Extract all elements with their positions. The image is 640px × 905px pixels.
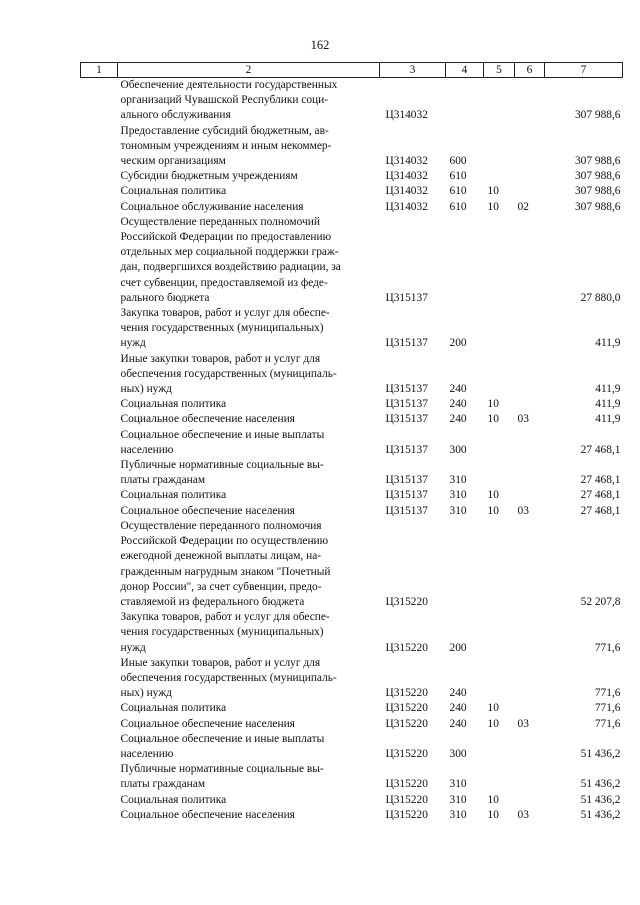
row-name-text: Закупка товаров, работ и услуг для обеспе- чения государственных (муниципальных) нужд [120, 307, 330, 350]
table-row [81, 717, 623, 732]
cell-name [118, 793, 380, 808]
cell-amount: 771,6 [594, 702, 621, 715]
table-row [81, 458, 623, 488]
page-number: 162 [310, 38, 330, 52]
cell-section [484, 656, 515, 702]
cell-target-code: Ц314032 [385, 155, 428, 168]
cell-expense-type: 240 [449, 413, 467, 426]
cell-subsection [515, 169, 545, 184]
table-row [81, 397, 623, 412]
table-row [81, 306, 623, 352]
cell-section [484, 519, 515, 610]
row-name-text: Социальное обслуживание населения [120, 200, 304, 213]
cell-section: 10 [487, 702, 499, 715]
cell-name [118, 610, 380, 656]
cell-target-code: Ц315220 [385, 808, 428, 821]
cell-subsection [515, 519, 545, 610]
cell-expense-type: 200 [449, 641, 467, 654]
table-row [81, 610, 623, 656]
cell-target-code: Ц315220 [385, 687, 428, 700]
table-header [81, 63, 623, 78]
cell-number [81, 488, 118, 503]
cell-section [484, 169, 515, 184]
cell-subsection [515, 458, 545, 488]
cell-name [118, 762, 380, 792]
cell-amount: 411,9 [595, 383, 621, 396]
header-col-7: 7 [545, 63, 623, 78]
cell-name [118, 808, 380, 823]
cell-amount: 307 988,6 [574, 170, 621, 183]
cell-name [118, 200, 380, 215]
cell-expense-type: 240 [449, 702, 467, 715]
cell-number [81, 352, 118, 398]
cell-expense-type: 300 [449, 747, 467, 760]
table-row [81, 169, 623, 184]
row-name-text: Иные закупки товаров, работ и услуг для обеспечения государственных (муниципаль- ных) нужд [120, 656, 337, 700]
table-row [81, 656, 623, 702]
cell-number [81, 504, 118, 519]
row-name-text: Социальное обеспечение населения [120, 717, 295, 730]
table-row [81, 200, 623, 215]
cell-subsection: 02 [517, 200, 529, 213]
cell-name [118, 428, 380, 458]
cell-expense-type: 310 [449, 808, 467, 821]
cell-subsection [515, 428, 545, 458]
row-name-text: Публичные нормативные социальные вы- платы гражданам [120, 763, 324, 791]
cell-name [118, 78, 380, 124]
cell-number [81, 184, 118, 199]
cell-amount: 27 468,1 [580, 504, 621, 517]
cell-name [118, 488, 380, 503]
row-name-text: Субсидии бюджетным учреждениям [120, 170, 298, 183]
cell-expense-type: 600 [449, 155, 467, 168]
cell-subsection [515, 701, 545, 716]
cell-section [484, 306, 515, 352]
cell-name [118, 732, 380, 762]
cell-name [118, 352, 380, 398]
cell-target-code: Ц315137 [385, 474, 428, 487]
cell-expense-type [446, 78, 484, 124]
cell-number [81, 793, 118, 808]
header-col-6: 6 [515, 63, 545, 78]
cell-number [81, 215, 118, 306]
cell-expense-type: 310 [449, 474, 467, 487]
cell-number [81, 169, 118, 184]
cell-number [81, 412, 118, 427]
cell-expense-type: 240 [449, 383, 467, 396]
cell-number [81, 808, 118, 823]
row-name-text: Социальная политика [120, 793, 227, 806]
cell-expense-type: 200 [449, 337, 467, 350]
cell-subsection [515, 762, 545, 792]
cell-name [118, 701, 380, 716]
cell-number [81, 519, 118, 610]
cell-number [81, 124, 118, 170]
cell-amount: 27 880,0 [580, 291, 621, 304]
cell-expense-type: 300 [449, 443, 467, 456]
table-row [81, 762, 623, 792]
cell-target-code: Ц315220 [385, 793, 428, 806]
table-row [81, 519, 623, 610]
cell-subsection [515, 488, 545, 503]
cell-name [118, 504, 380, 519]
cell-number [81, 701, 118, 716]
cell-section: 10 [487, 504, 499, 517]
cell-expense-type: 610 [449, 185, 467, 198]
cell-section: 10 [487, 793, 499, 806]
cell-number [81, 732, 118, 762]
cell-section: 10 [487, 717, 499, 730]
cell-target-code: Ц315220 [385, 702, 428, 715]
row-name-text: Социальная политика [120, 398, 227, 411]
cell-target-code: Ц314032 [385, 185, 428, 198]
cell-target-code: Ц315220 [385, 747, 428, 760]
cell-subsection [515, 732, 545, 762]
cell-section [484, 428, 515, 458]
cell-section: 10 [487, 185, 499, 198]
cell-name [118, 215, 380, 306]
cell-target-code: Ц315220 [385, 717, 428, 730]
cell-target-code: Ц315137 [385, 413, 428, 426]
cell-expense-type: 310 [449, 793, 467, 806]
cell-target-code: Ц315220 [385, 641, 428, 654]
row-name-text: Обеспечение деятельности государственных организаций Чувашской Республики соци- ального обслуживания [120, 79, 338, 122]
cell-amount: 411,9 [595, 398, 621, 411]
cell-target-code: Ц315137 [385, 398, 428, 411]
cell-section [484, 124, 515, 170]
table-row [81, 732, 623, 762]
row-name-text: Предоставление субсидий бюджетным, ав- тономным учреждениям и иным некоммер- ческим организациям [120, 124, 332, 168]
cell-number [81, 428, 118, 458]
cell-number [81, 397, 118, 412]
cell-subsection [515, 610, 545, 656]
row-name-text: Социальное обеспечение и иные выплаты населению [120, 428, 325, 456]
cell-name [118, 717, 380, 732]
cell-subsection [515, 793, 545, 808]
row-name-text: Социальная политика [120, 489, 227, 502]
cell-target-code: Ц314032 [385, 109, 428, 122]
cell-section: 10 [487, 489, 499, 502]
cell-expense-type: 310 [449, 504, 467, 517]
row-name-text: Социальная политика [120, 185, 227, 198]
cell-number [81, 458, 118, 488]
cell-number [81, 717, 118, 732]
cell-expense-type: 310 [449, 778, 467, 791]
cell-number [81, 200, 118, 215]
cell-amount: 307 988,6 [574, 200, 621, 213]
cell-amount: 411,9 [595, 337, 621, 350]
cell-subsection: 03 [517, 808, 529, 821]
cell-amount: 771,6 [594, 687, 621, 700]
cell-amount: 51 436,2 [580, 793, 621, 806]
cell-name [118, 169, 380, 184]
cell-target-code: Ц315137 [385, 291, 428, 304]
budget-table [80, 62, 623, 823]
cell-target-code: Ц315137 [385, 383, 428, 396]
header-col-3: 3 [380, 63, 446, 78]
cell-number [81, 610, 118, 656]
cell-subsection [515, 215, 545, 306]
table-row [81, 124, 623, 170]
header-col-1: 1 [81, 63, 118, 78]
header-col-4: 4 [446, 63, 484, 78]
cell-number [81, 306, 118, 352]
cell-section [484, 78, 515, 124]
row-name-text: Осуществление переданного полномочия Российской Федерации по осуществлению ежегодной денежной выплаты лицам, на- гражденным нагрудным знаком "Почетный донор России", за счет субвенции, предо- ставляемой из федерального бюджета [120, 519, 331, 608]
cell-subsection [515, 184, 545, 199]
table-row [81, 701, 623, 716]
cell-name [118, 124, 380, 170]
header-row [81, 63, 623, 78]
cell-subsection [515, 397, 545, 412]
cell-section [484, 352, 515, 398]
cell-section [484, 732, 515, 762]
cell-amount: 307 988,6 [574, 109, 621, 122]
row-name-text: Социальное обеспечение населения [120, 808, 295, 821]
cell-expense-type: 610 [449, 170, 467, 183]
table-row [81, 488, 623, 503]
cell-number [81, 78, 118, 124]
cell-expense-type [446, 215, 484, 306]
cell-subsection [515, 656, 545, 702]
cell-subsection [515, 124, 545, 170]
row-name-text: Социальная политика [120, 702, 227, 715]
cell-target-code: Ц314032 [385, 200, 428, 213]
cell-name [118, 412, 380, 427]
row-name-text: Социальное обеспечение населения [120, 504, 295, 517]
cell-target-code: Ц315137 [385, 489, 428, 502]
cell-section: 10 [487, 413, 499, 426]
cell-expense-type [446, 519, 484, 610]
cell-expense-type: 610 [449, 200, 467, 213]
cell-subsection [515, 78, 545, 124]
cell-expense-type: 240 [449, 717, 467, 730]
row-name-text: Осуществление переданных полномочий Российской Федерации по предоставлению отдельных мер социальной поддержки граж- дан, подвергшихся воздействию радиации, за счет субвенции, предоставляемой из феде- рального бюджета [120, 215, 341, 304]
cell-section: 10 [487, 200, 499, 213]
table-row [81, 428, 623, 458]
cell-section [484, 610, 515, 656]
row-name-text: Социальное обеспечение населения [120, 413, 295, 426]
cell-amount: 51 436,2 [580, 808, 621, 821]
cell-section [484, 458, 515, 488]
cell-subsection: 03 [517, 504, 529, 517]
cell-name [118, 519, 380, 610]
cell-amount: 771,6 [594, 641, 621, 654]
cell-section: 10 [487, 398, 499, 411]
cell-name [118, 184, 380, 199]
cell-subsection: 03 [517, 413, 529, 426]
cell-section [484, 215, 515, 306]
cell-amount: 27 468,1 [580, 443, 621, 456]
cell-amount: 307 988,6 [574, 185, 621, 198]
cell-name [118, 397, 380, 412]
cell-amount: 51 436,2 [580, 778, 621, 791]
cell-subsection [515, 306, 545, 352]
row-name-text: Публичные нормативные социальные вы- платы гражданам [120, 459, 324, 487]
cell-name [118, 656, 380, 702]
cell-subsection: 03 [517, 717, 529, 730]
cell-amount: 27 468,1 [580, 489, 621, 502]
cell-amount: 307 988,6 [574, 155, 621, 168]
row-name-text: Закупка товаров, работ и услуг для обеспе- чения государственных (муниципальных) нужд [120, 611, 330, 654]
cell-name [118, 306, 380, 352]
header-col-2: 2 [118, 63, 380, 78]
cell-target-code: Ц315137 [385, 504, 428, 517]
cell-amount: 411,9 [595, 413, 621, 426]
table-body [81, 78, 623, 823]
cell-amount: 771,6 [594, 717, 621, 730]
header-col-5: 5 [484, 63, 515, 78]
table-row [81, 808, 623, 823]
cell-subsection [515, 352, 545, 398]
cell-expense-type: 310 [449, 489, 467, 502]
cell-target-code: Ц315220 [385, 595, 428, 608]
cell-expense-type: 240 [449, 398, 467, 411]
cell-target-code: Ц314032 [385, 170, 428, 183]
cell-number [81, 656, 118, 702]
cell-amount: 52 207,8 [580, 595, 621, 608]
table-row [81, 793, 623, 808]
cell-amount: 27 468,1 [580, 474, 621, 487]
table-row [81, 504, 623, 519]
table-row [81, 412, 623, 427]
cell-number [81, 762, 118, 792]
cell-target-code: Ц315137 [385, 443, 428, 456]
table-row [81, 184, 623, 199]
row-name-text: Социальное обеспечение и иные выплаты населению [120, 732, 325, 760]
table-row [81, 215, 623, 306]
row-name-text: Иные закупки товаров, работ и услуг для обеспечения государственных (муниципаль- ных) нужд [120, 352, 337, 396]
cell-target-code: Ц315220 [385, 778, 428, 791]
cell-section: 10 [487, 808, 499, 821]
table-row [81, 352, 623, 398]
cell-amount: 51 436,2 [580, 747, 621, 760]
cell-target-code: Ц315137 [385, 337, 428, 350]
cell-expense-type: 240 [449, 687, 467, 700]
cell-section [484, 762, 515, 792]
table-row [81, 78, 623, 124]
cell-name [118, 458, 380, 488]
